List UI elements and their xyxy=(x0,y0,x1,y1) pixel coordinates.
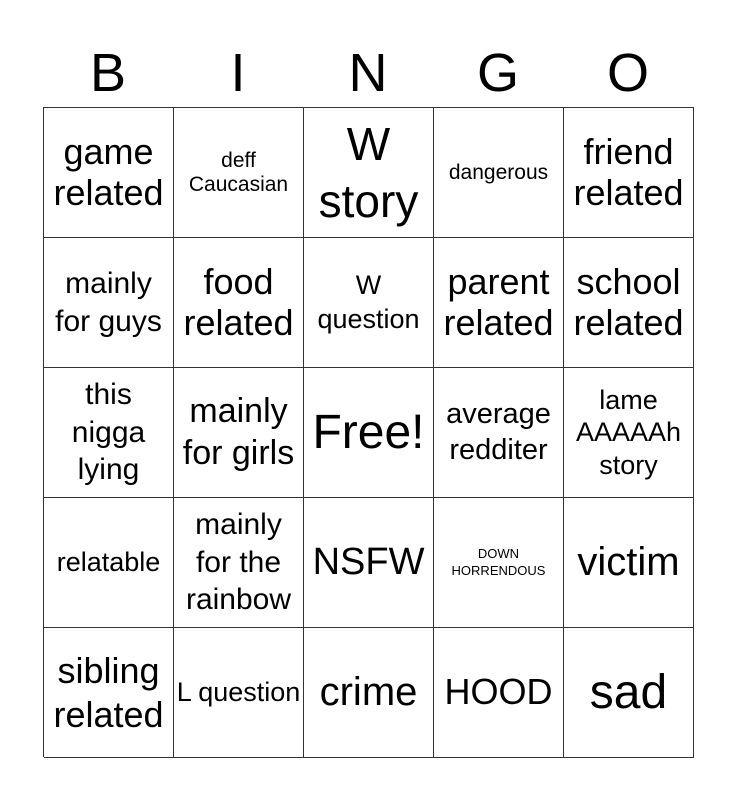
bingo-cell[interactable] xyxy=(304,108,434,238)
bingo-cell[interactable] xyxy=(564,108,694,238)
cell-text: this nigga lying xyxy=(71,378,146,487)
bingo-cell[interactable] xyxy=(304,498,434,628)
bingo-cell[interactable] xyxy=(304,628,434,758)
bingo-cell[interactable] xyxy=(174,498,304,628)
header-letter-b: B xyxy=(89,43,127,103)
cell-text: food related xyxy=(183,261,294,343)
cell-text: school related xyxy=(573,261,684,343)
bingo-cell[interactable] xyxy=(434,368,564,498)
cell-text: mainly for the rainbow xyxy=(185,508,292,617)
header-letter-o: O xyxy=(606,43,649,103)
cell-text: friend related xyxy=(573,131,684,213)
cell-text: victim xyxy=(577,540,680,585)
cell-text: crime xyxy=(319,670,418,715)
cell-text: mainly for guys xyxy=(55,267,162,338)
cell-text: lame AAAAAh story xyxy=(575,384,682,480)
cell-text: W question xyxy=(317,269,420,334)
bingo-cell[interactable] xyxy=(564,368,694,498)
bingo-cell[interactable] xyxy=(564,498,694,628)
bingo-cell[interactable] xyxy=(304,238,434,368)
cell-text: parent related xyxy=(443,261,554,343)
cell-text: game related xyxy=(53,131,164,213)
cell-text: DOWN HORRENDOUS xyxy=(451,545,546,578)
bingo-cell[interactable] xyxy=(434,108,564,238)
cell-text: W story xyxy=(318,118,419,227)
bingo-cell[interactable] xyxy=(434,628,564,758)
bingo-cell[interactable] xyxy=(304,368,434,498)
cell-text: NSFW xyxy=(312,541,425,584)
bingo-board xyxy=(43,107,694,757)
cell-text: average redditer xyxy=(446,398,551,466)
bingo-cell[interactable] xyxy=(44,498,174,628)
cell-text: deff Caucasian xyxy=(188,148,289,196)
header-letter-n: N xyxy=(348,43,388,103)
bingo-cell[interactable] xyxy=(44,108,174,238)
bingo-cell[interactable] xyxy=(434,238,564,368)
bingo-header xyxy=(43,40,693,106)
cell-text: sad xyxy=(589,665,668,719)
cell-text: Free! xyxy=(312,405,425,459)
bingo-cell[interactable] xyxy=(44,628,174,758)
header-letter-i: I xyxy=(230,43,246,103)
cell-text: HOOD xyxy=(444,671,553,713)
cell-text: relatable xyxy=(56,547,161,578)
bingo-cell[interactable] xyxy=(434,498,564,628)
bingo-cell[interactable] xyxy=(174,628,304,758)
bingo-cell[interactable] xyxy=(564,628,694,758)
cell-text: dangerous xyxy=(448,160,549,184)
bingo-cell[interactable] xyxy=(174,238,304,368)
cell-text: L question xyxy=(176,677,301,708)
cell-text: mainly for girls xyxy=(182,392,295,472)
bingo-cell[interactable] xyxy=(44,368,174,498)
bingo-cell[interactable] xyxy=(564,238,694,368)
bingo-cell[interactable] xyxy=(174,368,304,498)
cell-text: sibling related xyxy=(53,649,164,735)
bingo-cell[interactable] xyxy=(174,108,304,238)
bingo-cell[interactable] xyxy=(44,238,174,368)
header-letter-g: G xyxy=(476,43,519,103)
